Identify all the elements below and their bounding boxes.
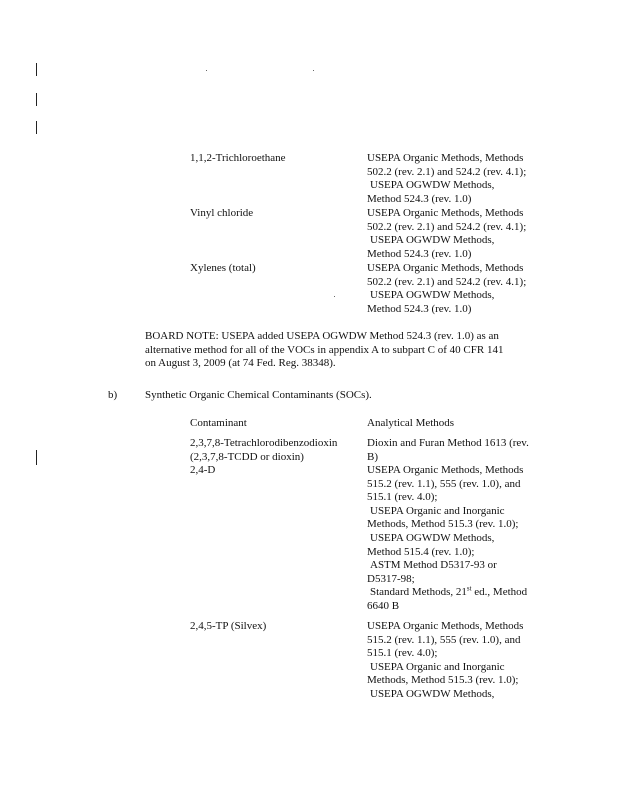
soc-contaminant: 2,4,5-TP (Silvex) [190,620,267,632]
voc-contaminant: 1,1,2-Trichloroethane [190,152,286,164]
section-letter: b) [108,389,118,401]
scan-speck [206,70,207,71]
scan-speck [313,70,314,71]
column-header-contaminant: Contaminant [190,417,247,429]
soc-contaminant: 2,4-D [190,464,216,476]
soc-methods: Dioxin and Furan Method 1613 (rev. B) [367,437,529,463]
change-bar [36,450,37,465]
change-bar [36,93,37,106]
voc-methods: USEPA Organic Methods, Methods 502.2 (rev. 2.1) and 524.2 (rev. 4.1); USEPA OGWDW Methods, Method 524.3 (rev. 1.0) [367,152,527,205]
standard-methods-line: Standard Methods, 21st ed., Method [370,584,528,599]
section-title: Synthetic Organic Chemical Contaminants (SOCs). [145,389,372,401]
scan-speck [334,296,335,297]
board-note: BOARD NOTE: USEPA added USEPA OGWDW Method 524.3 (rev. 1.0) as an alternative method for all of the VOCs in appendix A to subpart C of 40 CFR 141 on August 3, 2009 (at 74 Fed. Reg. 38348). [145,330,504,370]
column-header-methods: Analytical Methods [367,417,455,429]
voc-methods: USEPA Organic Methods, Methods 502.2 (rev. 2.1) and 524.2 (rev. 4.1); USEPA OGWDW Methods, Method 524.3 (rev. 1.0) [367,207,527,260]
soc-contaminant: 2,3,7,8-Tetrachlorodibenzodioxin (2,3,7,8-TCDD or dioxin) [190,437,338,463]
voc-contaminant: Vinyl chloride [190,207,254,219]
change-bar [36,63,37,76]
soc-methods: USEPA Organic Methods, Methods 515.2 (rev. 1.1), 555 (rev. 1.0), and 515.1 (rev. 4.0); USEPA Organic and Inorganic Methods, Method 515.3 (rev. 1.0); USEPA OGWDW Methods, [367,620,524,700]
voc-contaminant: Xylenes (total) [190,262,256,274]
change-bar [36,121,37,134]
soc-methods: USEPA Organic Methods, Methods 515.2 (rev. 1.1), 555 (rev. 1.0), and 515.1 (rev. 4.0); USEPA Organic and Inorganic Methods, Method 515.3 (rev. 1.0); USEPA OGWDW Methods, Method 515.4 (rev. 1.0); ASTM Method D5317-93 or D5317-98; Standard Methods, 21st ed., Method 6640 B [367,464,528,612]
voc-methods: USEPA Organic Methods, Methods 502.2 (rev. 2.1) and 524.2 (rev. 4.1); USEPA OGWDW Methods, Method 524.3 (rev. 1.0) [367,262,527,315]
